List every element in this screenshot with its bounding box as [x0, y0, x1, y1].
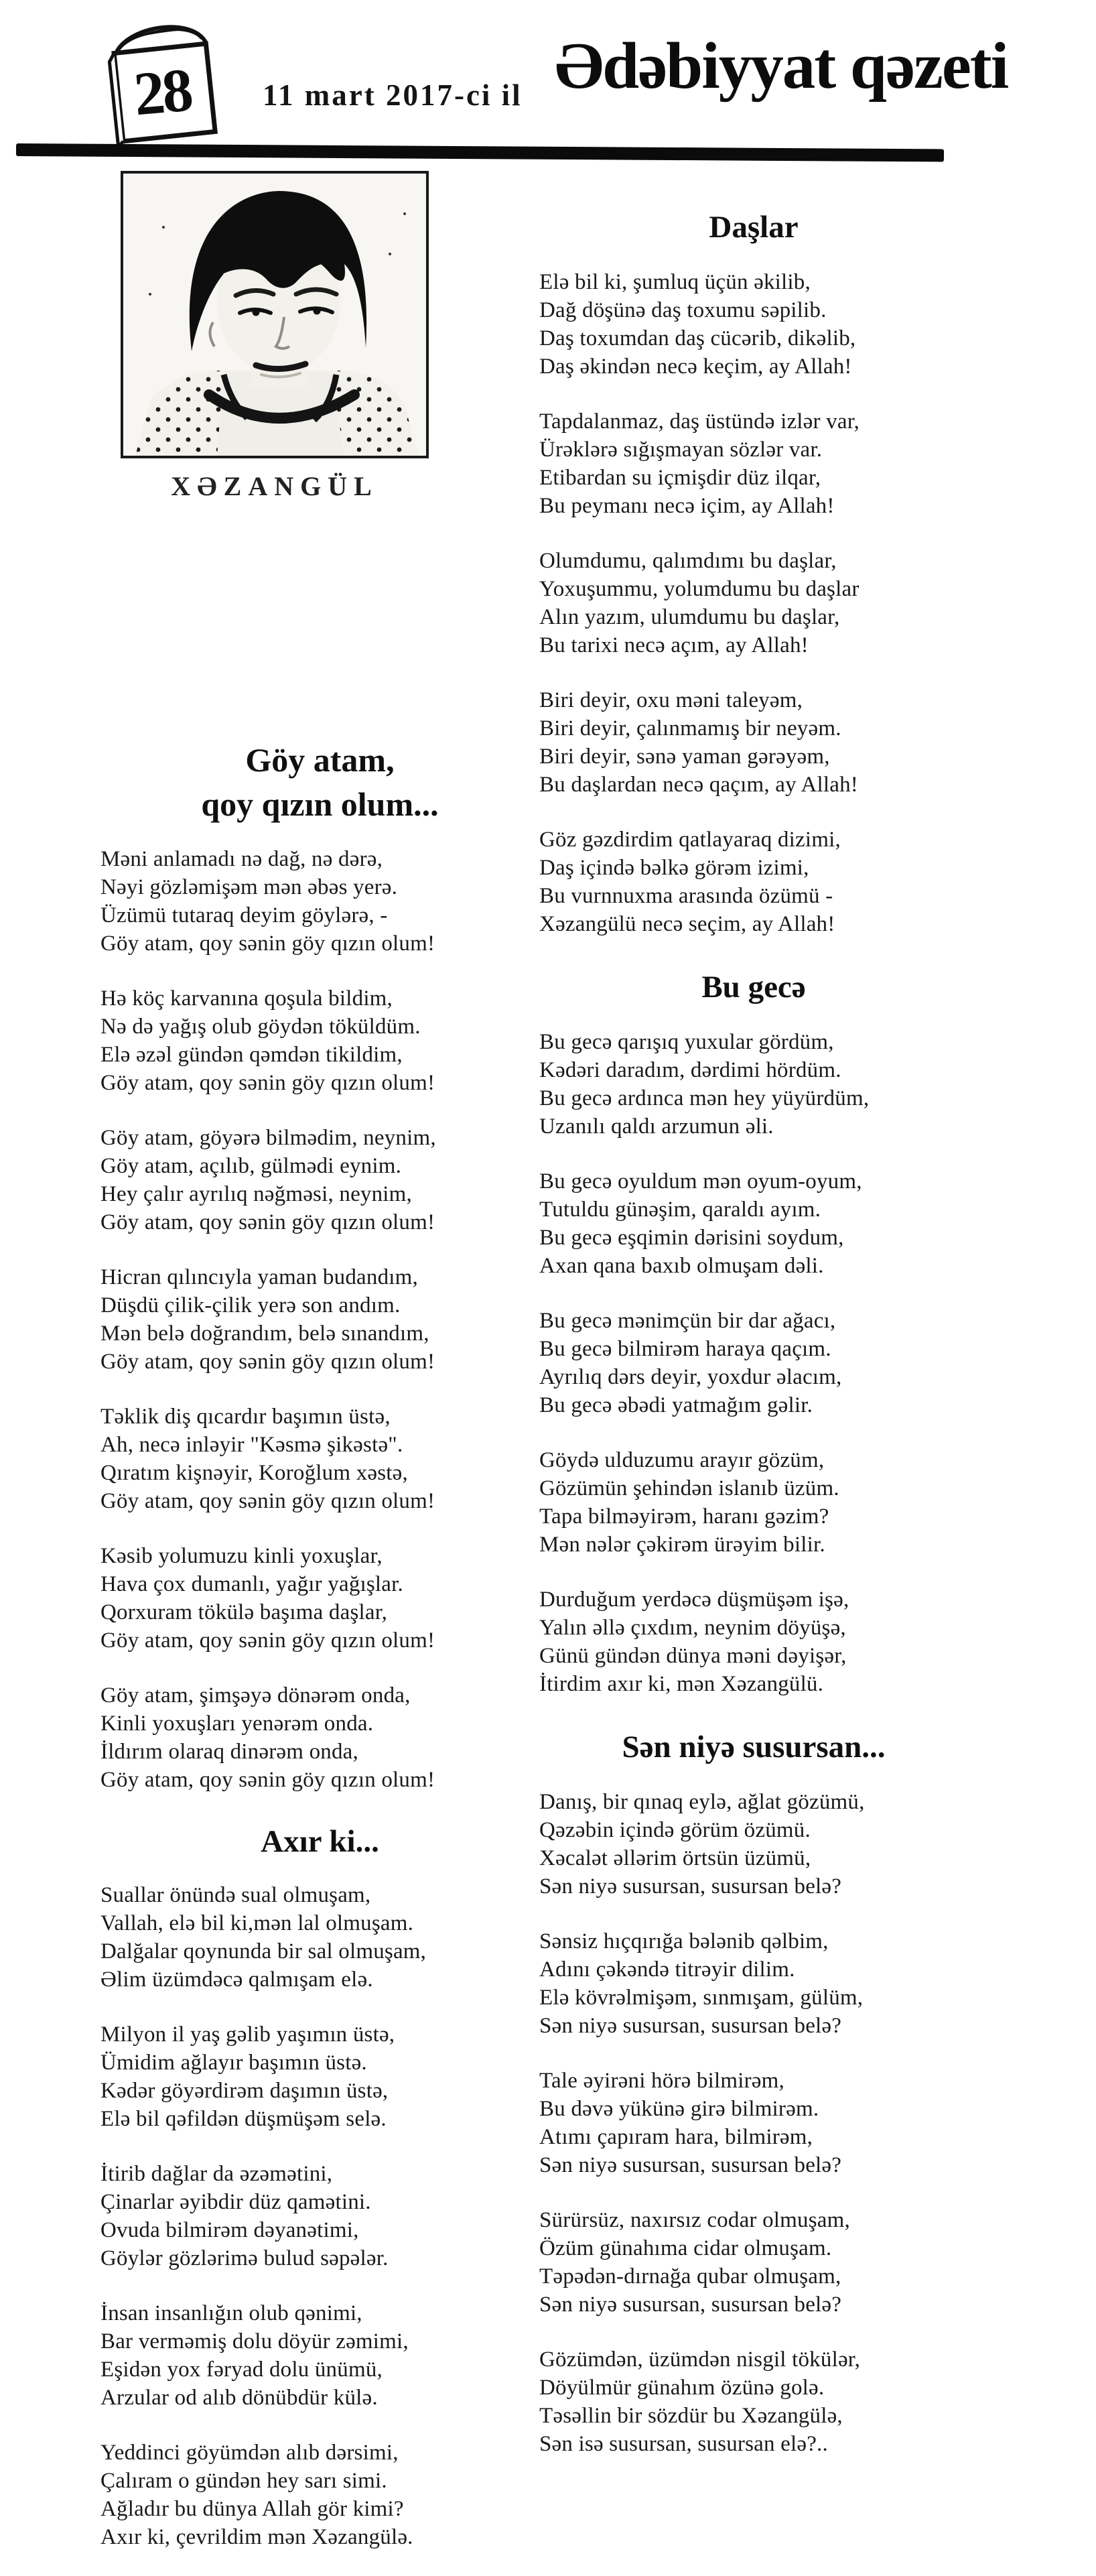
poem-line: Ah, necə inləyir "Kəsmə şikəstə".	[100, 1433, 403, 1457]
header-divider	[16, 143, 944, 162]
poem-line: Bu vurnnuxma arasında özümü -	[539, 884, 833, 908]
poem-title-axir-ki: Axır ki...	[261, 1824, 379, 1859]
poem-line: Hey çalır ayrılıq nəğməsi, neynim,	[100, 1182, 412, 1206]
poem-line: Ümidim ağlayır başımın üstə.	[100, 2051, 367, 2075]
poem-line: Hava çox dumanlı, yağır yağışlar.	[100, 1572, 403, 1596]
poem-axir-ki	[100, 1821, 539, 2551]
author-photo-frame	[121, 171, 429, 458]
poem-line: Göylər gözlərimə bulud səpələr.	[100, 2246, 389, 2270]
poem-line: Sən niyə susursan, susursan belə?	[539, 2293, 842, 2317]
poem-stanza	[100, 2299, 539, 2412]
poem-line: Xəzangülü necə seçim, ay Allah!	[539, 912, 835, 936]
poem-line: Mən nələr çəkirəm ürəyim bilir.	[539, 1533, 825, 1557]
poem-line: Göy atam, qoy sənin göy qızın olum!	[100, 1210, 435, 1234]
poem-line: Yalın əllə çıxdım, neynim döyüşə,	[539, 1616, 846, 1640]
poem-line: Dağ döşünə daş toxumu səpilib.	[539, 298, 827, 322]
poem-line: Kəsib yolumuzu kinli yoxuşlar,	[100, 1544, 383, 1568]
poem-line: Gözümdən, üzümdən nisgil tökülər,	[539, 2347, 861, 2372]
poem-line: Bu gecə əbədi yatmağım gəlir.	[539, 1393, 813, 1417]
poem-stanza	[539, 268, 968, 381]
poem-line: Ürəklərə sığışmayan sözlər var.	[539, 438, 823, 462]
masthead-title: Ədəbiyyat qəzeti	[555, 29, 1008, 103]
poem-line: Daş içində bəlkə görəm izimi,	[539, 856, 809, 880]
poem-line: Göy atam, qoy sənin göy qızın olum!	[100, 1768, 435, 1792]
poem-line: Sənsiz hıçqırığa bələnib qəlbim,	[539, 1929, 829, 1953]
poem-line: Bu daşlardan necə qaçım, ay Allah!	[539, 773, 858, 797]
poem-line: Göy atam, açılıb, gülmədi eynim.	[100, 1154, 402, 1178]
poem-line: Elə əzəl gündən qəmdən tikildim,	[100, 1043, 403, 1067]
poem-line: Nəyi gözləmişəm mən əbəs yerə.	[100, 875, 398, 899]
poem-line: Bar verməmiş dolu döyür zəmimi,	[100, 2329, 409, 2354]
poem-title-sen-niye: Sən niyə susursan...	[622, 1730, 886, 1764]
poem-line: Atımı çapıram hara, bilmirəm,	[539, 2125, 813, 2149]
issue-number: 28	[131, 55, 194, 129]
poem-line: Milyon il yaş gəlib yaşımın üstə,	[100, 2022, 395, 2047]
poem-stanza	[539, 1028, 968, 1141]
poem-stanza	[100, 1263, 539, 1376]
poem-line: Axan qana baxıb olmuşam dəli.	[539, 1254, 824, 1278]
poem-line: Biri deyir, sənə yaman gərəyəm,	[539, 745, 830, 769]
poem-line: Mən belə doğrandım, belə sınandım,	[100, 1322, 429, 1346]
poem-line: İnsan insanlığın olub qənimi,	[100, 2301, 362, 2325]
poem-line: Bu gecə ardınca mən hey yüyürdüm,	[539, 1086, 870, 1110]
author-photo	[121, 171, 429, 502]
poem-line: İtirdim axır ki, mən Xəzangülü.	[539, 1672, 824, 1696]
poem-line: Sən niyə susursan, susursan belə?	[539, 2153, 842, 2177]
poem-stanza	[100, 1542, 539, 1655]
poem-sen-niye	[539, 1726, 968, 2458]
poem-line: Bu gecə bilmirəm haraya qaçım.	[539, 1337, 831, 1361]
poem-line: Bu gecə qarışıq yuxular gördüm,	[539, 1030, 834, 1054]
poem-stanza	[100, 1403, 539, 1515]
poem-line: Ayrılıq dərs deyir, yoxdur əlacım,	[539, 1365, 842, 1389]
poem-line: Sən isə susursan, susursan elə?..	[539, 2432, 828, 2456]
poem-line: Döyülmür günahım özünə golə.	[539, 2376, 825, 2400]
poem-stanza	[100, 1881, 539, 1994]
poem-line: Arzular od alıb dönübdür külə.	[100, 2386, 378, 2410]
poem-line: Düşdü çilik-çilik yerə son andım.	[100, 1293, 401, 1317]
poem-line: Bu gecə mənimçün bir dar ağacı,	[539, 1309, 836, 1333]
poem-line: Nə də yağış olub göydən töküldüm.	[100, 1015, 421, 1039]
poem-line: Yeddinci göyümdən alıb dərsimi,	[100, 2441, 399, 2465]
poem-line: Üzümü tutaraq deyim göylərə, -	[100, 903, 388, 927]
poem-stanza	[539, 826, 968, 938]
poem-title-line: Göy atam,	[245, 741, 395, 779]
poem-stanza	[539, 1927, 968, 2040]
poem-line: Elə bil qəfildən düşmüşəm selə.	[100, 2107, 387, 2131]
poem-line: Daş əkindən necə keçim, ay Allah!	[539, 355, 852, 379]
poem-line: Çinarlar əyibdir düz qamətini.	[100, 2190, 371, 2214]
poem-line: Tutuldu günəşim, qaraldı ayım.	[539, 1198, 821, 1222]
poem-line: Əlim üzümdəcə qalmışam elə.	[100, 1968, 373, 1992]
poem-line: Bu dəvə yükünə girə bilmirəm.	[539, 2097, 819, 2121]
poem-body-daslar	[539, 268, 968, 938]
poem-line: Təpədən-dırnağa qubar olmuşam,	[539, 2264, 841, 2289]
poem-line: Vallah, elə bil ki,mən lal olmuşam.	[100, 1911, 414, 1935]
poem-daslar	[539, 206, 968, 938]
poem-line: Günü gündən dünya məni dəyişər,	[539, 1644, 847, 1668]
poem-body-sen-niye	[539, 1788, 968, 2458]
poem-line: İldırım olaraq dinərəm onda,	[100, 1740, 358, 1764]
left-column	[100, 171, 539, 2576]
poem-line: Elə kövrəlmişəm, sınmışam, gülüm,	[539, 1986, 864, 2010]
poem-stanza	[539, 407, 968, 520]
poem-line: Çalıram o gündən hey sarı simi.	[100, 2469, 387, 2493]
poem-stanza	[539, 2067, 968, 2179]
poem-line: Sən niyə susursan, susursan belə?	[539, 2014, 842, 2038]
poem-title-bu-gece: Bu gecə	[701, 970, 806, 1005]
poem-line: Elə bil ki, şumluq üçün əkilib,	[539, 270, 811, 294]
poem-line: Qorxuram tökülə başıma daşlar,	[100, 1600, 388, 1624]
poem-stanza	[539, 1788, 968, 1901]
poem-line: Ovuda bilmirəm dəyanətimi,	[100, 2218, 359, 2242]
poem-line: Tapdalanmaz, daş üstündə izlər var,	[539, 409, 860, 434]
poem-line: Daş toxumdan daş cücərib, dikəlib,	[539, 326, 856, 350]
poem-line: Göz gəzdirdim qatlayaraq dizimi,	[539, 828, 841, 852]
poem-title-goy-atam	[100, 738, 539, 826]
poem-stanza	[539, 1307, 968, 1419]
poem-body-axir-ki	[100, 1881, 539, 2551]
poem-line: Qıratım kişnəyir, Koroğlum xəstə,	[100, 1461, 408, 1485]
poem-stanza	[100, 2020, 539, 2133]
photo-caption: XƏZANGÜL	[171, 471, 379, 501]
poem-goy-atam	[100, 738, 539, 1794]
poem-line: İtirib dağlar da əzəmətini,	[100, 2162, 333, 2186]
poem-line: Olumdumu, qalımdımı bu daşlar,	[539, 549, 837, 573]
poem-line: Bu peymanı necə içim, ay Allah!	[539, 494, 835, 518]
book-icon	[99, 15, 230, 149]
poem-stanza	[539, 1167, 968, 1280]
poem-line: Göy atam, şimşəyə dönərəm onda,	[100, 1683, 411, 1708]
poem-line: Məni anlamadı nə dağ, nə dərə,	[100, 847, 383, 871]
poem-line: Hicran qılıncıyla yaman budandım,	[100, 1265, 418, 1289]
poem-line: Tapa bilməyirəm, haranı gəzim?	[539, 1504, 829, 1529]
poem-title-line: qoy qızın olum...	[201, 785, 439, 823]
poem-line: Etibardan su içmişdir düz ilqar,	[539, 466, 821, 490]
poem-line: Kinli yoxuşları yenərəm onda.	[100, 1712, 374, 1736]
poem-stanza	[100, 845, 539, 958]
poem-line: Bu tarixi necə açım, ay Allah!	[539, 633, 809, 657]
poem-line: Göy atam, qoy sənin göy qızın olum!	[100, 931, 435, 956]
poem-line: Adını çəkəndə titrəyir dilim.	[539, 1957, 795, 1982]
poem-body-bu-gece	[539, 1028, 968, 1698]
poem-line: Danış, bir qınaq eylə, ağlat gözümü,	[539, 1790, 865, 1814]
poem-stanza	[100, 1681, 539, 1794]
poem-line: Xəcalət əllərim örtsün üzümü,	[539, 1846, 811, 1870]
poem-line: Hə köç karvanına qoşula bildim,	[100, 986, 393, 1011]
poem-stanza	[539, 686, 968, 799]
poem-line: Durduğum yerdəcə düşmüşəm işə,	[539, 1588, 849, 1612]
poem-stanza	[539, 547, 968, 659]
poem-bu-gece	[539, 966, 968, 1698]
poem-line: Biri deyir, oxu məni taleyəm,	[539, 688, 803, 712]
poem-line: Alın yazım, ulumdumu bu daşlar,	[539, 605, 840, 629]
poem-stanza	[100, 984, 539, 1097]
poem-line: Qəzəbin içində görüm özümü.	[539, 1818, 811, 1842]
poem-body-goy-atam	[100, 845, 539, 1794]
poem-line: Sən niyə susursan, susursan belə?	[539, 1874, 842, 1898]
poem-stanza	[539, 2345, 968, 2458]
poem-line: Biri deyir, çalınmamış bir neyəm.	[539, 716, 841, 740]
poem-line: Eşidən yox fəryad dolu ünümü,	[100, 2358, 383, 2382]
poem-line: Özüm günahıma cidar olmuşam.	[539, 2236, 832, 2260]
poem-line: Dalğalar qoynunda bir sal olmuşam,	[100, 1939, 427, 1963]
poem-line: Gözümün şehindən islanıb üzüm.	[539, 1476, 839, 1500]
poem-line: Kədər göyərdirəm daşımın üstə,	[100, 2079, 389, 2103]
poem-stanza	[100, 2439, 539, 2551]
poem-stanza	[100, 2160, 539, 2272]
poem-line: Göydə ulduzumu arayır gözüm,	[539, 1448, 825, 1472]
poem-line: Göy atam, qoy sənin göy qızın olum!	[100, 1071, 435, 1095]
poem-line: Uzanılı qaldı arzumun əli.	[539, 1114, 774, 1139]
poem-line: Təklik diş qıcardır başımın üstə,	[100, 1405, 391, 1429]
poem-stanza	[100, 1124, 539, 1236]
poem-title-daslar: Daşlar	[709, 210, 799, 245]
portrait-illustration	[123, 174, 426, 456]
poem-line: Göy atam, qoy sənin göy qızın olum!	[100, 1350, 435, 1374]
poem-line: Kədəri daradım, dərdimi hördüm.	[539, 1058, 841, 1082]
poem-line: Tale əyirəni hörə bilmirəm,	[539, 2069, 784, 2093]
right-column	[539, 206, 968, 2485]
poem-line: Göy atam, göyərə bilmədim, neynim,	[100, 1126, 436, 1150]
poem-stanza	[539, 1586, 968, 1698]
poem-line: Göy atam, qoy sənin göy qızın olum!	[100, 1489, 435, 1513]
poem-line: Axır ki, çevrildim mən Xəzangülə.	[100, 2525, 413, 2549]
issue-date: 11 mart 2017-ci il	[263, 78, 523, 112]
poem-line: Suallar önündə sual olmuşam,	[100, 1883, 371, 1907]
poem-line: Göy atam, qoy sənin göy qızın olum!	[100, 1628, 435, 1653]
poem-line: Yoxuşummu, yolumdumu bu daşlar	[539, 577, 860, 601]
poem-line: Bu gecə eşqimin dərisini soydum,	[539, 1226, 844, 1250]
poem-stanza	[539, 1446, 968, 1559]
poem-stanza	[539, 2206, 968, 2319]
poem-line: Sürürsüz, naxırsız codar olmuşam,	[539, 2208, 850, 2232]
poem-line: Təsəllin bir sözdür bu Xəzangülə,	[539, 2404, 843, 2428]
poem-line: Ağladır bu dünya Allah gör kimi?	[100, 2497, 404, 2521]
poem-line: Bu gecə oyuldum mən oyum-oyum,	[539, 1169, 862, 1194]
